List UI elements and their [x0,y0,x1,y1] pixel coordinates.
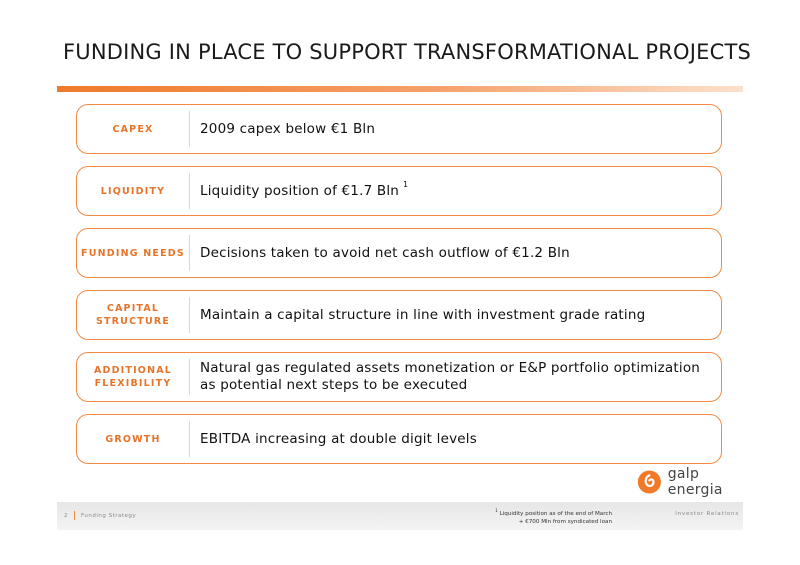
row-text: Liquidity position of €1.7 Bln $^1$ [200,179,409,199]
page-title: FUNDING IN PLACE TO SUPPORT TRANSFORMATIONAL PROJECTS [63,40,752,64]
footnote-ref: 1 [403,179,409,189]
section-name: Funding Strategy [81,512,137,519]
row-label: CAPEX [112,123,154,135]
title-underline [57,86,743,92]
footer-band [57,502,743,530]
footer-divider [74,511,75,520]
logo-text: galp energia [667,466,723,498]
row-text: EBITDA increasing at double digit levels [200,430,477,447]
footnote-mark: 1 [495,508,498,513]
row-text: Decisions taken to avoid net cash outflow of €1.2 Bln [200,244,570,261]
row-funding-needs [76,228,722,278]
row-label: CAPITAL STRUCTURE [95,303,171,327]
footnote-line-1: Liquidity position as of the end of March [499,510,612,517]
row-capex [76,104,722,154]
row-text: Maintain a capital structure in line with investment grade rating [200,306,646,323]
row-label: FUNDING NEEDS [81,247,185,259]
row-growth [76,414,722,464]
row-label: LIQUIDITY [100,185,166,197]
row-text: 2009 capex below €1 Bln [200,120,376,137]
footnote [480,507,612,527]
row-label: ADDITIONAL FLEXIBILITY [93,365,173,389]
footer-right: Investor Relations [675,511,739,517]
footer-left [64,511,136,520]
page-number: 2 [64,512,68,519]
galp-logo-icon [637,467,662,497]
row-label: GROWTH [105,433,161,445]
row-liquidity [76,166,722,216]
row-additional-flexibility [76,352,722,402]
company-logo [637,466,743,498]
footnote-line-2: + €700 Mln from syndicated loan [518,519,612,526]
row-text: Natural gas regulated assets monetization or E&P portfolio optimization as potential next steps to be executed [200,360,701,393]
row-capital-structure [76,290,722,340]
